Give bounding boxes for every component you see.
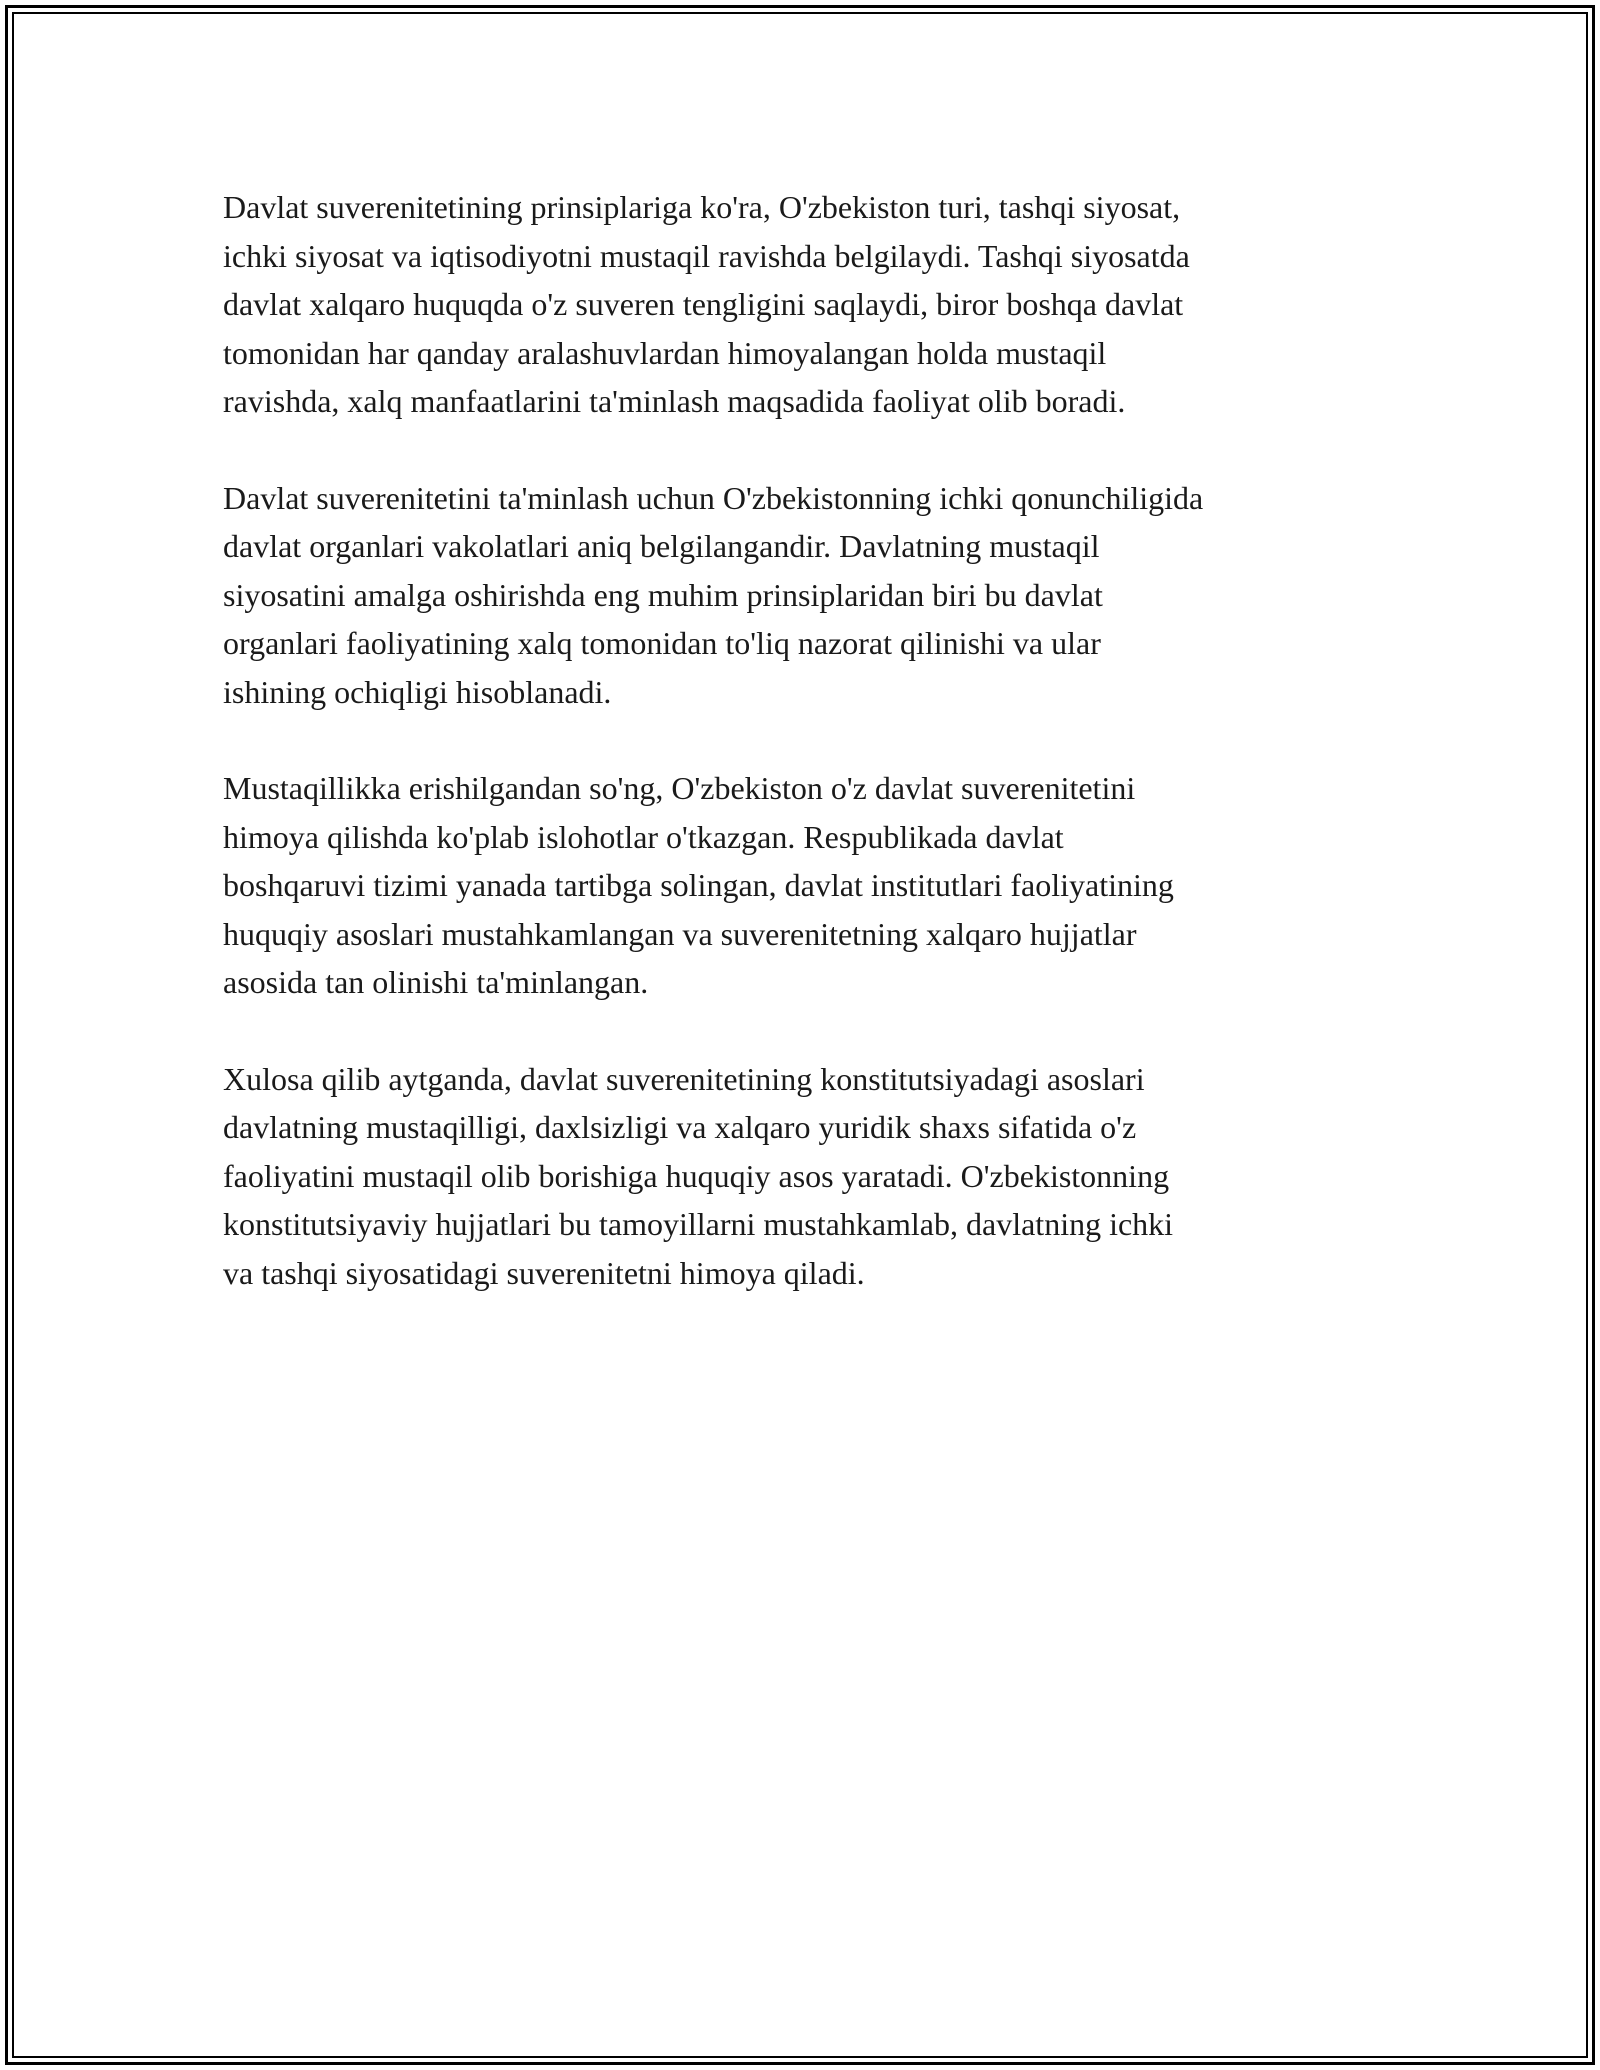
paragraph-line: boshqaruvi tizimi yanada tartibga solingan, davlat institutlari faoliyatining	[223, 867, 1174, 903]
paragraph-line: Davlat suverenitetining prinsiplariga ko'ra, O'zbekiston turi, tashqi siyosat,	[223, 189, 1181, 225]
paragraph-line: Mustaqillikka erishilgandan so'ng, O'zbekiston o'z davlat suverenitetini	[223, 770, 1136, 806]
paragraph-line: ichki siyosat va iqtisodiyotni mustaqil ravishda belgilaydi. Tashqi siyosatda	[223, 237, 1190, 274]
paragraph-1	[223, 183, 1373, 426]
paragraph-line: ravishda, xalq manfaatlarini ta'minlash maqsadida faoliyat olib boradi.	[223, 383, 1126, 419]
paragraph-4	[223, 1055, 1373, 1298]
paragraph-line: himoya qilishda ko'plab islohotlar o'tkazgan. Respublikada davlat	[223, 818, 1064, 855]
paragraph-line: Xulosa qilib aytganda, davlat suverenitetining konstitutsiyadagi asoslari	[223, 1060, 1145, 1097]
paragraph-line: davlat organlari vakolatlari aniq belgilangandir. Davlatning mustaqil	[223, 528, 1100, 564]
paragraph-line: ishining ochiqligi hisoblanadi.	[223, 673, 612, 710]
paragraph-line: tomonidan har qanday aralashuvlardan himoyalangan holda mustaqil	[223, 334, 1107, 371]
paragraph-3	[223, 764, 1373, 1007]
paragraph-line: siyosatini amalga oshirishda eng muhim prinsiplaridan biri bu davlat	[223, 576, 1103, 613]
paragraph-line: organlari faoliyatining xalq tomonidan to'liq nazorat qilinishi va ular	[223, 625, 1101, 661]
paragraph-2	[223, 474, 1373, 717]
document-body	[223, 183, 1373, 1345]
paragraph-line: davlatning mustaqilligi, daxlsizligi va xalqaro yuridik shaxs sifatida o'z	[223, 1109, 1137, 1145]
paragraph-line: davlat xalqaro huquqda o'z suveren tengligini saqlaydi, biror boshqa davlat	[223, 286, 1184, 322]
paragraph-line: Davlat suverenitetini ta'minlash uchun O'zbekistonning ichki qonunchiligida	[223, 479, 1204, 516]
paragraph-line: konstitutsiyaviy hujjatlari bu tamoyillarni mustahkamlab, davlatning ichki	[223, 1206, 1174, 1242]
paragraph-line: huquqiy asoslari mustahkamlangan va suverenitetning xalqaro hujjatlar	[223, 915, 1137, 952]
paragraph-line: faoliyatini mustaqil olib borishiga huquqiy asos yaratadi. O'zbekistonning	[223, 1157, 1170, 1194]
paragraph-line: asosida tan olinishi ta'minlangan.	[223, 964, 649, 1000]
paragraph-line: va tashqi siyosatidagi suverenitetni himoya qiladi.	[223, 1254, 865, 1291]
